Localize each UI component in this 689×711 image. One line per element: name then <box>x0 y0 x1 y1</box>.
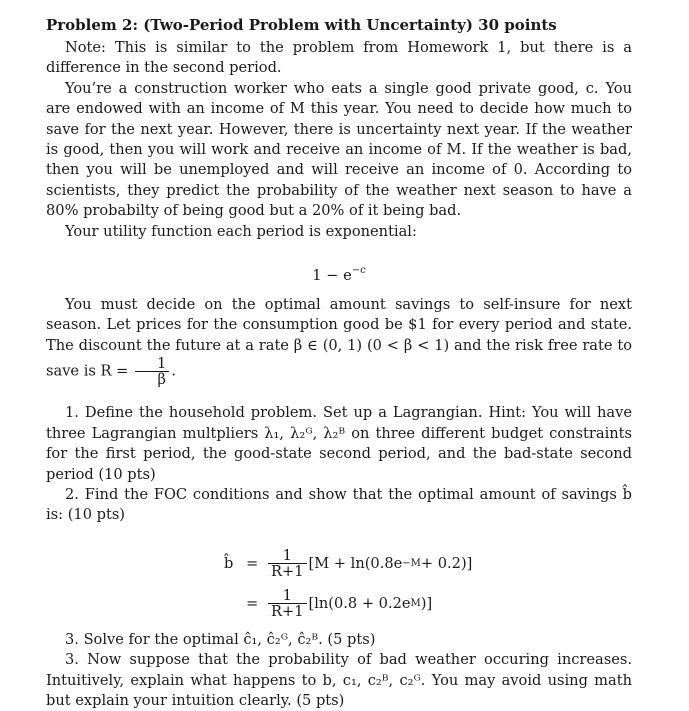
note-paragraph: Note: This is similar to the problem from Homework 1, but there is a difference in the second period. <box>46 39 632 77</box>
rate-fraction <box>135 356 169 387</box>
fraction-denominator: R+1 <box>271 563 304 581</box>
utility-formula: 1 − e <box>312 267 352 285</box>
rate-end: . <box>171 362 176 380</box>
fraction-denominator: R+1 <box>271 603 304 621</box>
rate-denominator: β <box>157 371 166 389</box>
savings-text: You must decide on the optimal amount savings to self-insure for next season. Let prices for the consumption good be $1 for every period and state. The discount the future at a rate β ∈ (0, 1) (0 < β < 1) and the risk free rate to save is R = <box>46 296 632 380</box>
question-3a: 3. Solve for the optimal ĉ₁, ĉ₂ᴳ, ĉ₂ᴮ. (5 pts) <box>65 630 376 648</box>
problem-heading: Problem 2: (Two-Period Problem with Uncertainty) 30 points <box>46 16 557 34</box>
question-2: 2. Find the FOC conditions and show that the optimal amount of savings b̂ is: (10 pts) <box>46 485 632 524</box>
savings-symbol: b̂ <box>224 554 234 572</box>
savings-paragraph <box>46 295 632 387</box>
equation-2-rhs-b: )] <box>420 594 433 612</box>
equation-fraction <box>268 548 307 579</box>
equals-sign: = <box>246 594 259 612</box>
question-3b: 3. Now suppose that the probability of bad weather occuring increases. Intuitively, explain what happens to b, c₁, c₂ᴮ, c₂ᴳ. You may avoid using math but explain your intuition clearly. (5 pts) <box>46 651 632 709</box>
equation-2-exponent: M <box>410 597 421 609</box>
equation-1-rhs-a: [M + ln(0.8e <box>308 554 403 572</box>
problem-page <box>46 14 632 711</box>
fraction-numerator: 1 <box>268 588 307 604</box>
utility-equation <box>46 260 632 287</box>
savings-equation-block <box>46 544 632 624</box>
equation-2-rhs-a: [ln(0.8 + 0.2e <box>308 594 411 612</box>
savings-equation-row-1 <box>224 544 632 584</box>
equation-1-rhs-b: + 0.2)] <box>420 554 473 572</box>
spacer <box>46 387 632 403</box>
fraction-numerator: 1 <box>268 548 307 564</box>
equation-1-exponent: −M <box>402 557 421 569</box>
equation-fraction <box>268 588 307 619</box>
question-1: 1. Define the household problem. Set up a Lagrangian. Hint: You will have three Lagrangian multpliers λ₁, λ₂ᴳ, λ₂ᴮ on three different budget constraints for the first period, the good-state second period, and the bad-state second period (10 pts) <box>46 404 632 483</box>
utility-exponent: −c <box>351 265 366 277</box>
utility-intro: Your utility function each period is exponential: <box>65 222 417 240</box>
rate-numerator: 1 <box>135 356 169 372</box>
equals-sign: = <box>246 554 259 572</box>
intro-paragraph: You’re a construction worker who eats a single good private good, c. You are endowed with an income of M this year. You need to decide how much to save for the next year. However, there is uncertainty next year. If the weather is good, then you will work and receive an income of M. If the weather is bad, then you will be unemployed and will receive an income of 0. According to scientists, they predict the probability of the weather next season to have a 80% probabilty of being good but a 20% of it being bad. <box>46 79 632 220</box>
savings-equation-row-2 <box>224 584 632 624</box>
